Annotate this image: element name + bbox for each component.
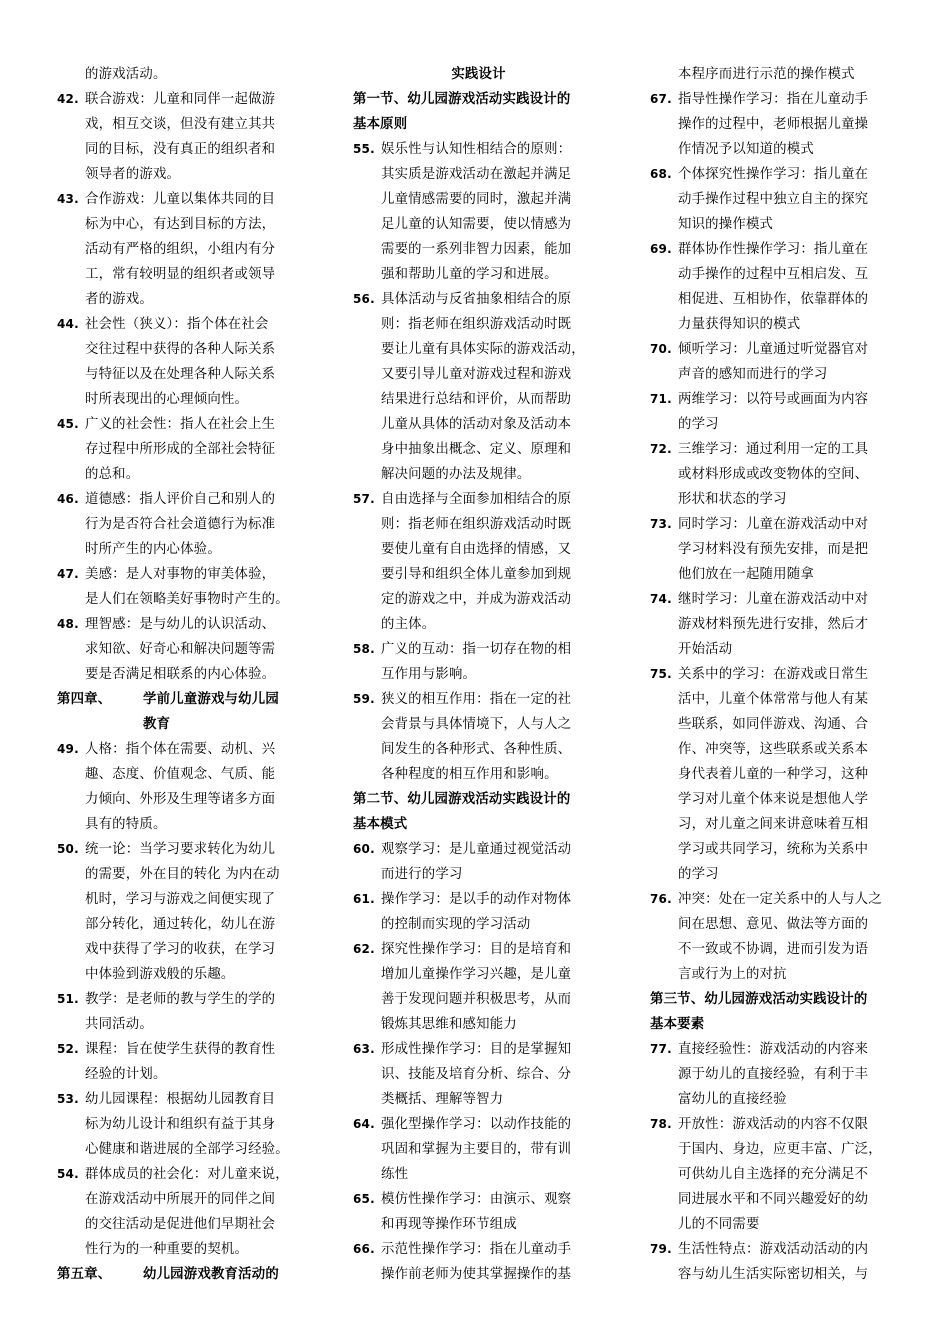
- item-number: 51.: [57, 992, 79, 1006]
- item-text: 关系中的学习：在游戏或日常生: [678, 667, 869, 682]
- item-number: 62.: [353, 942, 375, 956]
- item-number: 52.: [57, 1042, 79, 1056]
- item-continuation: 会背景与具体情境下，人与人之: [381, 717, 572, 732]
- item-continuation: 行为是否符合社会道德行为标准: [85, 517, 276, 532]
- item-text: 人格：指个体在需要、动机、兴: [85, 742, 276, 757]
- item-text: 继时学习：儿童在游戏活动中对: [678, 592, 869, 607]
- item-text: 广义的社会性：指人在社会上生: [85, 417, 276, 432]
- section-heading: 基本模式: [353, 817, 408, 832]
- item-continuation: 结果进行总结和评价，从而帮助: [381, 392, 572, 407]
- item-continuation: 的主体。: [381, 617, 436, 632]
- item-text: 狭义的相互作用：指在一定的社: [381, 692, 572, 707]
- item-continuation: 巩固和掌握为主要目的，带有训: [381, 1142, 572, 1157]
- item-continuation: 于国内、身边，应更丰富、广泛，: [678, 1142, 882, 1157]
- item-text: 强化型操作学习：以动作技能的: [381, 1117, 572, 1132]
- text-column-middle: [353, 62, 604, 1287]
- item-continuation: 些联系，如同伴游戏、沟通、合: [678, 717, 869, 732]
- chapter-heading: [57, 687, 305, 712]
- list-item: [57, 1162, 305, 1187]
- list-item: [353, 1112, 604, 1137]
- item-continuation: 存过程中所形成的全部社会特征: [85, 442, 276, 457]
- item-number: 53.: [57, 1092, 79, 1106]
- item-text: 操作学习：是以手的动作对物体: [381, 892, 572, 907]
- item-text: 具体活动与反省抽象相结合的原: [381, 292, 572, 307]
- item-text: 开放性：游戏活动的内容不仅限: [678, 1117, 869, 1132]
- list-item: [353, 687, 604, 712]
- item-continuation: 活动有严格的组织，小组内有分: [85, 242, 276, 257]
- item-continuation: 动手操作的过程中互相启发、互: [678, 267, 869, 282]
- list-item: [353, 137, 604, 162]
- list-item: [57, 737, 305, 762]
- item-continuation: 戏，相互交谈，但没有建立其共: [85, 117, 276, 132]
- item-continuation: 同进展水平和不同兴趣爱好的幼: [678, 1192, 869, 1207]
- text-column-right: [650, 62, 896, 1287]
- item-continuation: 定的游戏之中，并成为游戏活动: [381, 592, 572, 607]
- list-item: [650, 1112, 896, 1137]
- item-continuation: 的交往活动是促进他们早期社会: [85, 1217, 276, 1232]
- item-continuation: 时所产生的内心体验。: [85, 542, 221, 557]
- item-continuation: 要使儿童有自由选择的情感，又: [381, 542, 572, 557]
- list-item: [57, 487, 305, 512]
- list-item: [57, 1087, 305, 1112]
- item-continuation: 形状和状态的学习: [678, 492, 787, 507]
- item-number: 54.: [57, 1167, 79, 1181]
- item-continuation: 的需要，外在目的转化 为内在动: [85, 867, 280, 882]
- item-continuation: 工，常有较明显的组织者或领导: [85, 267, 276, 282]
- item-text: 美感：是人对事物的审美体验，: [85, 567, 276, 582]
- item-continuation: 动手操作过程中独立自主的探究: [678, 192, 869, 207]
- item-continuation: 足儿童的认知需要，使以情感为: [381, 217, 572, 232]
- item-number: 66.: [353, 1242, 375, 1256]
- item-continuation: 本程序而进行示范的操作模式: [678, 67, 855, 82]
- list-item: [650, 887, 896, 912]
- item-text: 群体协作性操作学习：指儿童在: [678, 242, 869, 257]
- item-number: 63.: [353, 1042, 375, 1056]
- section-heading: 第一节、幼儿园游戏活动实践设计的: [353, 92, 571, 107]
- list-item: [650, 1237, 896, 1262]
- list-item: [650, 162, 896, 187]
- item-number: 64.: [353, 1117, 375, 1131]
- text-column-left: [57, 62, 305, 1287]
- item-continuation: 力倾向、外形及生理等诸多方面: [85, 792, 276, 807]
- item-text: 示范性操作学习：指在儿童动手: [381, 1242, 572, 1257]
- list-item: [650, 87, 896, 112]
- item-number: 68.: [650, 167, 672, 181]
- list-item: [353, 637, 604, 662]
- section-heading: 第二节、幼儿园游戏活动实践设计的: [353, 792, 571, 807]
- item-continuation: 儿童情感需要的同时，激起并满: [381, 192, 572, 207]
- chapter-heading-continuation: 实践设计: [451, 67, 506, 82]
- list-item: [650, 237, 896, 262]
- item-continuation: 声音的感知而进行的学习: [678, 367, 828, 382]
- item-continuation: 经验的计划。: [85, 1067, 167, 1082]
- section-heading: 基本要素: [650, 1017, 705, 1032]
- item-continuation: 中体验到游戏般的乐趣。: [85, 967, 235, 982]
- item-continuation: 标为幼儿设计和组织有益于其身: [85, 1117, 276, 1132]
- list-item: [57, 412, 305, 437]
- item-number: 73.: [650, 517, 672, 531]
- section-heading: 基本原则: [353, 117, 408, 132]
- item-text: 理智感：是与幼儿的认识活动、: [85, 617, 276, 632]
- item-continuation: 类概括、理解等智力: [381, 1092, 504, 1107]
- list-item: [650, 512, 896, 537]
- item-number: 43.: [57, 192, 79, 206]
- list-item: [353, 887, 604, 912]
- chapter-title: 学前儿童游戏与幼儿园: [143, 692, 279, 707]
- item-continuation: 具有的特质。: [85, 817, 167, 832]
- item-continuation: 源于幼儿的直接经验，有利于丰: [678, 1067, 869, 1082]
- item-text: 社会性（狭义）：指个体在社会: [85, 317, 269, 332]
- item-number: 70.: [650, 342, 672, 356]
- item-number: 67.: [650, 92, 672, 106]
- item-continuation: 练性: [381, 1167, 409, 1182]
- item-number: 50.: [57, 842, 79, 856]
- section-heading: 第三节、幼儿园游戏活动实践设计的: [650, 992, 868, 1007]
- item-text: 统一论：当学习要求转化为幼儿: [85, 842, 276, 857]
- item-number: 58.: [353, 642, 375, 656]
- item-continuation: 学习对儿童个体来说是想他人学: [678, 792, 869, 807]
- item-continuation: 身代表着儿童的一种学习，这种: [678, 767, 869, 782]
- list-item: [353, 487, 604, 512]
- item-continuation: 而进行的学习: [381, 867, 463, 882]
- item-continuation: 作情况予以知道的模式: [678, 142, 814, 157]
- item-continuation: 同的目标，没有真正的组织者和: [85, 142, 276, 157]
- chapter-title: 幼儿园游戏教育活动的: [143, 1267, 279, 1282]
- item-text: 教学：是老师的教与学生的学的: [85, 992, 276, 1007]
- item-text: 幼儿园课程：根据幼儿园教育目: [85, 1092, 276, 1107]
- list-item: [57, 312, 305, 337]
- item-continuation: 言或行为上的对抗: [678, 967, 787, 982]
- item-continuation: 间发生的各种形式、各种性质、: [381, 742, 572, 757]
- item-continuation: 的游戏活动。: [85, 67, 167, 82]
- item-continuation: 习，对儿童之间来讲意味着互相: [678, 817, 869, 832]
- item-continuation: 开始活动: [678, 642, 733, 657]
- item-continuation: 的总和。: [85, 467, 140, 482]
- item-continuation: 知识的操作模式: [678, 217, 774, 232]
- list-item: [650, 337, 896, 362]
- list-item: [353, 287, 604, 312]
- item-text: 倾听学习：儿童通过听觉器官对: [678, 342, 869, 357]
- item-continuation: 力量获得知识的模式: [678, 317, 801, 332]
- list-item: [353, 837, 604, 862]
- item-continuation: 要引导和组织全体儿童参加到规: [381, 567, 572, 582]
- item-number: 48.: [57, 617, 79, 631]
- item-number: 72.: [650, 442, 672, 456]
- chapter-number: 第五章、: [57, 1267, 112, 1282]
- item-continuation: 强和帮助儿童的学习和进展。: [381, 267, 558, 282]
- list-item: [57, 987, 305, 1012]
- item-continuation: 儿的不同需要: [678, 1217, 760, 1232]
- item-text: 指导性操作学习：指在儿童动手: [678, 92, 869, 107]
- item-continuation: 学习材料没有预先安排，而是把: [678, 542, 869, 557]
- item-text: 同时学习：儿童在游戏活动中对: [678, 517, 869, 532]
- list-item: [353, 937, 604, 962]
- item-text: 三维学习：通过利用一定的工具: [678, 442, 869, 457]
- item-text: 模仿性操作学习：由演示、观察: [381, 1192, 572, 1207]
- item-continuation: 间在思想、意见、做法等方面的: [678, 917, 869, 932]
- item-continuation: 机时，学习与游戏之间便实现了: [85, 892, 276, 907]
- item-continuation: 则：指老师在组织游戏活动时既: [381, 517, 572, 532]
- item-continuation: 身中抽象出概念、定义、原理和: [381, 442, 572, 457]
- item-text: 生活性特点：游戏活动活动的内: [678, 1242, 869, 1257]
- item-continuation: 锻炼其思维和感知能力: [381, 1017, 517, 1032]
- item-text: 课程：旨在使学生获得的教育性: [85, 1042, 276, 1057]
- item-text: 探究性操作学习：目的是培育和: [381, 942, 572, 957]
- chapter-number: 第四章、: [57, 692, 112, 707]
- item-continuation: 的学习: [678, 417, 719, 432]
- item-number: 42.: [57, 92, 79, 106]
- item-number: 59.: [353, 692, 375, 706]
- item-number: 75.: [650, 667, 672, 681]
- item-number: 60.: [353, 842, 375, 856]
- list-item: [353, 1187, 604, 1212]
- list-item: [353, 1237, 604, 1262]
- item-continuation: 在游戏活动中所展开的同伴之间: [85, 1192, 276, 1207]
- item-number: 77.: [650, 1042, 672, 1056]
- item-continuation: 或材料形成或改变物体的空间、: [678, 467, 869, 482]
- item-continuation: 善于发现问题并积极思考，从而: [381, 992, 572, 1007]
- list-item: [57, 1037, 305, 1062]
- item-text: 广义的互动：指一切存在物的相: [381, 642, 572, 657]
- list-item: [57, 562, 305, 587]
- item-number: 44.: [57, 317, 79, 331]
- list-item: [57, 87, 305, 112]
- item-continuation: 互作用与影响。: [381, 667, 477, 682]
- item-number: 71.: [650, 392, 672, 406]
- list-item: [353, 1037, 604, 1062]
- item-continuation: 心健康和谐进展的全部学习经验。: [85, 1142, 289, 1157]
- item-text: 两维学习：以符号或画面为内容: [678, 392, 869, 407]
- item-text: 形成性操作学习：目的是掌握知: [381, 1042, 572, 1057]
- list-item: [650, 387, 896, 412]
- item-continuation: 的学习: [678, 867, 719, 882]
- item-text: 娱乐性与认知性相结合的原则：: [381, 142, 572, 157]
- item-continuation: 作、冲突等，这些联系或关系本: [678, 742, 869, 757]
- item-continuation: 领导者的游戏。: [85, 167, 181, 182]
- item-number: 56.: [353, 292, 375, 306]
- item-number: 79.: [650, 1242, 672, 1256]
- item-continuation: 他们放在一起随用随拿: [678, 567, 814, 582]
- item-number: 46.: [57, 492, 79, 506]
- chapter-heading: [57, 1262, 305, 1287]
- item-number: 61.: [353, 892, 375, 906]
- item-continuation: 其实质是游戏活动在激起并满足: [381, 167, 572, 182]
- item-continuation: 性行为的一种重要的契机。: [85, 1242, 249, 1257]
- item-text: 观察学习：是儿童通过视觉活动: [381, 842, 572, 857]
- list-item: [57, 187, 305, 212]
- list-item: [57, 612, 305, 637]
- item-continuation: 要让儿童有具体实际的游戏活动，: [381, 342, 585, 357]
- list-item: [650, 587, 896, 612]
- item-continuation: 标为中心，有达到目标的方法，: [85, 217, 276, 232]
- item-continuation: 则：指老师在组织游戏活动时既: [381, 317, 572, 332]
- item-continuation: 趣、态度、价值观念、气质、能: [85, 767, 276, 782]
- item-continuation: 和再现等操作环节组成: [381, 1217, 517, 1232]
- item-continuation: 操作的过程中，老师根据儿童操: [678, 117, 869, 132]
- item-text: 联合游戏：儿童和同伴一起做游: [85, 92, 276, 107]
- item-number: 45.: [57, 417, 79, 431]
- list-item: [650, 662, 896, 687]
- item-continuation: 学习或共同学习，统称为关系中: [678, 842, 869, 857]
- item-text: 个体探究性操作学习：指儿童在: [678, 167, 869, 182]
- item-continuation: 又要引导儿童对游戏过程和游戏: [381, 367, 572, 382]
- item-text: 合作游戏：儿童以集体共同的目: [85, 192, 276, 207]
- item-continuation: 共同活动。: [85, 1017, 153, 1032]
- item-number: 76.: [650, 892, 672, 906]
- chapter-heading-continuation: 教育: [143, 717, 171, 732]
- item-continuation: 与特征以及在处理各种人际关系: [85, 367, 276, 382]
- item-number: 65.: [353, 1192, 375, 1206]
- item-text: 直接经验性：游戏活动的内容来: [678, 1042, 869, 1057]
- item-continuation: 交往过程中获得的各种人际关系: [85, 342, 276, 357]
- item-continuation: 游戏材料预先进行安排，然后才: [678, 617, 869, 632]
- item-continuation: 活中，儿童个体常常与他人有某: [678, 692, 869, 707]
- item-number: 78.: [650, 1117, 672, 1131]
- list-item: [650, 437, 896, 462]
- item-continuation: 可供幼儿自主选择的充分满足不: [678, 1167, 869, 1182]
- item-continuation: 需要的一系列非智力因素，能加: [381, 242, 572, 257]
- item-number: 55.: [353, 142, 375, 156]
- item-continuation: 不一致或不协调，进而引发为语: [678, 942, 869, 957]
- item-number: 74.: [650, 592, 672, 606]
- item-text: 群体成员的社会化：对儿童来说，: [85, 1167, 289, 1182]
- item-continuation: 者的游戏。: [85, 292, 153, 307]
- item-continuation: 戏中获得了学习的收获，在学习: [85, 942, 276, 957]
- item-continuation: 各种程度的相互作用和影响。: [381, 767, 558, 782]
- item-continuation: 是人们在领略美好事物时产生的。: [85, 592, 289, 607]
- item-continuation: 部分转化，通过转化，幼儿在游: [85, 917, 276, 932]
- item-continuation: 解决问题的办法及规律。: [381, 467, 531, 482]
- item-number: 69.: [650, 242, 672, 256]
- list-item: [57, 837, 305, 862]
- item-continuation: 增加儿童操作学习兴趣，是儿童: [381, 967, 572, 982]
- item-continuation: 的控制而实现的学习活动: [381, 917, 531, 932]
- item-continuation: 儿童从具体的活动对象及活动本: [381, 417, 572, 432]
- item-continuation: 容与幼儿生活实际密切相关，与: [678, 1267, 869, 1282]
- item-text: 自由选择与全面参加相结合的原: [381, 492, 572, 507]
- item-continuation: 相促进、互相协作，依靠群体的: [678, 292, 869, 307]
- item-continuation: 求知欲、好奇心和解决问题等需: [85, 642, 276, 657]
- item-number: 47.: [57, 567, 79, 581]
- item-number: 49.: [57, 742, 79, 756]
- item-continuation: 时所表现出的心理倾向性。: [85, 392, 249, 407]
- list-item: [650, 1037, 896, 1062]
- item-text: 道德感：指人评价自己和别人的: [85, 492, 276, 507]
- item-text: 冲突：处在一定关系中的人与人之: [678, 892, 882, 907]
- item-continuation: 要是否满足相联系的内心体验。: [85, 667, 276, 682]
- item-continuation: 识、技能及培育分析、综合、分: [381, 1067, 572, 1082]
- item-number: 57.: [353, 492, 375, 506]
- item-continuation: 富幼儿的直接经验: [678, 1092, 787, 1107]
- item-continuation: 操作前老师为使其掌握操作的基: [381, 1267, 572, 1282]
